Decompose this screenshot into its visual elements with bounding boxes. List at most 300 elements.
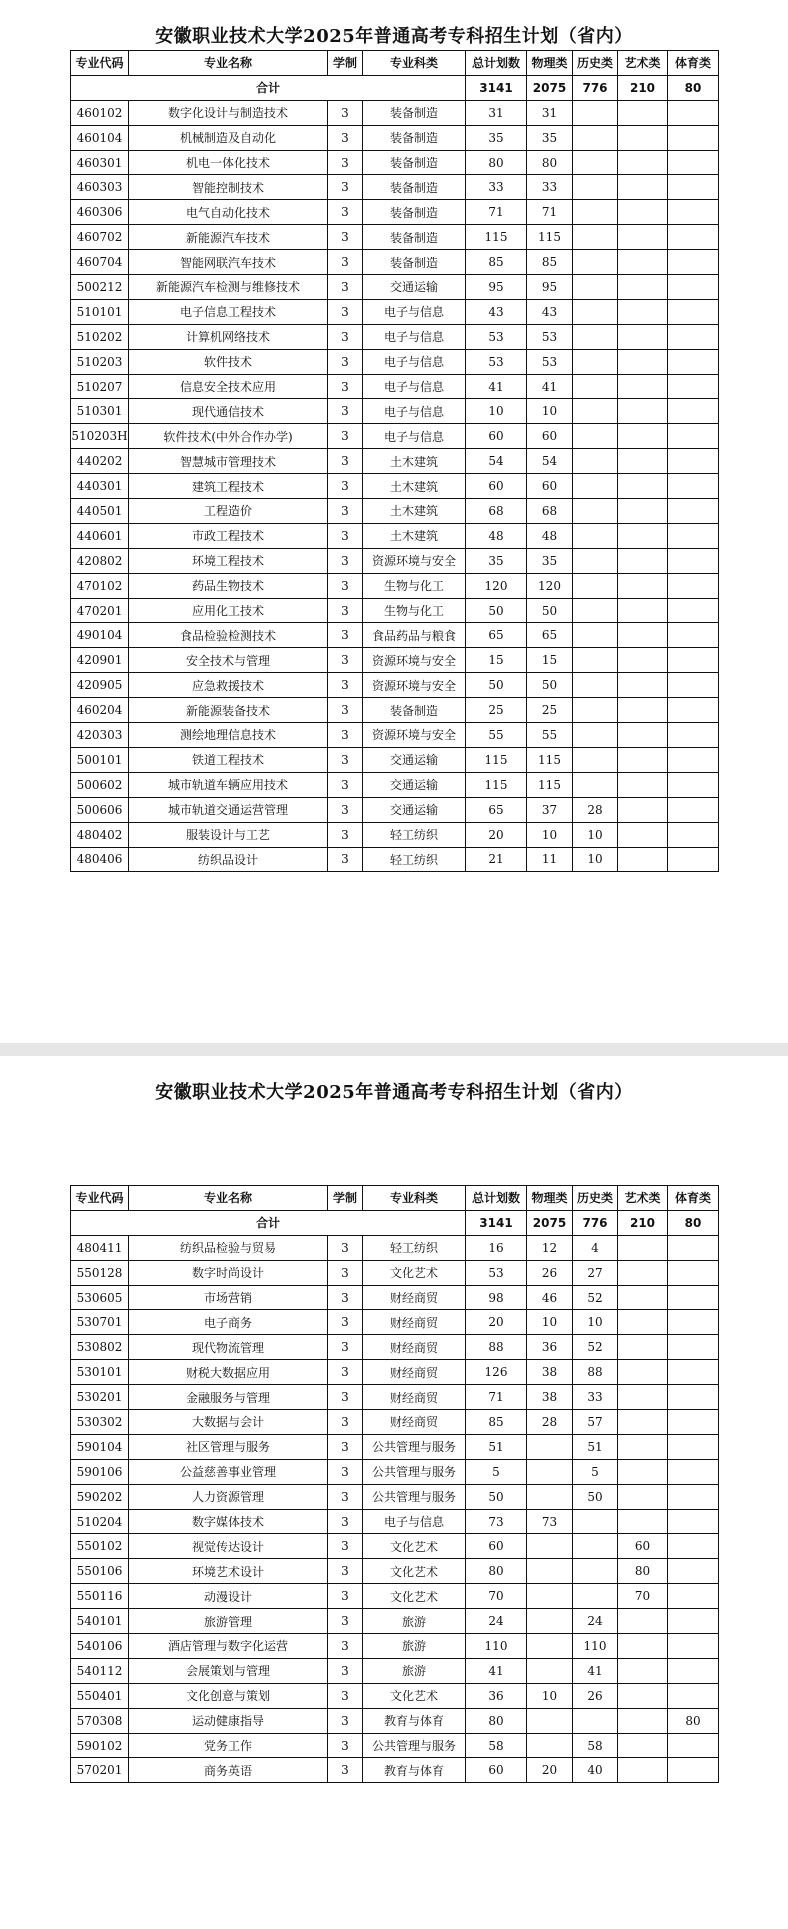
plan-history-cell [573, 275, 618, 300]
major-category-cell: 土木建筑 [363, 474, 466, 499]
header-cell: 学制 [328, 51, 363, 76]
plan-history-cell [573, 1708, 618, 1733]
major-code-cell: 440601 [71, 523, 129, 548]
duration-cell: 3 [328, 275, 363, 300]
table-row [71, 772, 719, 797]
major-name-cell: 电气自动化技术 [129, 200, 328, 225]
duration-cell: 3 [328, 573, 363, 598]
plan-physics-cell: 10 [527, 1683, 573, 1708]
plan-art-cell [618, 772, 668, 797]
major-name-cell: 智能控制技术 [129, 175, 328, 200]
major-category-cell: 轻工纺织 [363, 1235, 466, 1260]
duration-cell: 3 [328, 250, 363, 275]
table-row [71, 847, 719, 872]
plan-art-cell [618, 1609, 668, 1634]
plan-history-cell [573, 723, 618, 748]
duration-cell: 3 [328, 548, 363, 573]
major-code-cell: 460102 [71, 100, 129, 125]
major-category-cell: 装备制造 [363, 150, 466, 175]
header-cell: 物理类 [527, 1186, 573, 1211]
table-row [71, 1434, 719, 1459]
plan-history-cell: 110 [573, 1634, 618, 1659]
duration-cell: 3 [328, 747, 363, 772]
plan-total-cell: 60 [466, 1534, 527, 1559]
major-name-cell: 智慧城市管理技术 [129, 449, 328, 474]
plan-history-cell: 10 [573, 847, 618, 872]
header-cell: 总计划数 [466, 51, 527, 76]
duration-cell: 3 [328, 1385, 363, 1410]
plan-art-cell [618, 299, 668, 324]
plan-physics-cell: 26 [527, 1260, 573, 1285]
table-row [71, 1310, 719, 1335]
plan-physics-cell: 20 [527, 1758, 573, 1783]
duration-cell: 3 [328, 175, 363, 200]
plan-sports-cell [668, 1484, 719, 1509]
header-cell: 艺术类 [618, 51, 668, 76]
plan-total-cell: 80 [466, 1559, 527, 1584]
duration-cell: 3 [328, 1285, 363, 1310]
plan-physics-cell: 120 [527, 573, 573, 598]
plan-art-cell [618, 324, 668, 349]
table-row [71, 1385, 719, 1410]
duration-cell: 3 [328, 847, 363, 872]
plan-sports-cell [668, 1335, 719, 1360]
plan-history-cell: 52 [573, 1285, 618, 1310]
plan-art-cell [618, 598, 668, 623]
header-cell: 艺术类 [618, 1186, 668, 1211]
table-row [71, 125, 719, 150]
major-category-cell: 旅游 [363, 1658, 466, 1683]
total-sports: 80 [668, 75, 719, 100]
plan-physics-cell [527, 1484, 573, 1509]
plan-sports-cell [668, 548, 719, 573]
plan-sports-cell [668, 1634, 719, 1659]
plan-history-cell [573, 374, 618, 399]
plan-sports-cell [668, 349, 719, 374]
plan-art-cell [618, 399, 668, 424]
major-category-cell: 土木建筑 [363, 523, 466, 548]
major-code-cell: 500606 [71, 797, 129, 822]
duration-cell: 3 [328, 1335, 363, 1360]
plan-physics-cell: 50 [527, 598, 573, 623]
major-code-cell: 550106 [71, 1559, 129, 1584]
plan-total-cell: 25 [466, 698, 527, 723]
major-name-cell: 电子商务 [129, 1310, 328, 1335]
duration-cell: 3 [328, 349, 363, 374]
major-code-cell: 510203 [71, 349, 129, 374]
plan-history-cell [573, 573, 618, 598]
header-cell: 历史类 [573, 1186, 618, 1211]
plan-total-cell: 50 [466, 1484, 527, 1509]
major-code-cell: 590202 [71, 1484, 129, 1509]
plan-total-cell: 85 [466, 1410, 527, 1435]
major-name-cell: 药品生物技术 [129, 573, 328, 598]
plan-sports-cell [668, 299, 719, 324]
table-row [71, 1758, 719, 1783]
duration-cell: 3 [328, 399, 363, 424]
plan-history-cell [573, 150, 618, 175]
plan-art-cell [618, 1459, 668, 1484]
plan-sports-cell [668, 1658, 719, 1683]
major-category-cell: 土木建筑 [363, 449, 466, 474]
plan-history-cell [573, 299, 618, 324]
duration-cell: 3 [328, 822, 363, 847]
major-name-cell: 动漫设计 [129, 1584, 328, 1609]
table-row [71, 1459, 719, 1484]
major-code-cell: 550128 [71, 1260, 129, 1285]
header-cell: 专业名称 [129, 1186, 328, 1211]
major-name-cell: 现代物流管理 [129, 1335, 328, 1360]
duration-cell: 3 [328, 1708, 363, 1733]
plan-sports-cell [668, 399, 719, 424]
duration-cell: 3 [328, 1758, 363, 1783]
plan-sports-cell [668, 499, 719, 524]
major-code-cell: 500101 [71, 747, 129, 772]
major-category-cell: 电子与信息 [363, 349, 466, 374]
plan-history-cell: 52 [573, 1335, 618, 1360]
table-row [71, 399, 719, 424]
table-row [71, 1609, 719, 1634]
plan-sports-cell [668, 175, 719, 200]
major-name-cell: 纺织品设计 [129, 847, 328, 872]
plan-sports-cell [668, 250, 719, 275]
duration-cell: 3 [328, 374, 363, 399]
plan-total-cell: 110 [466, 1634, 527, 1659]
plan-sports-cell [668, 1534, 719, 1559]
plan-history-cell [573, 399, 618, 424]
plan-history-cell [573, 349, 618, 374]
major-name-cell: 工程造价 [129, 499, 328, 524]
plan-total-cell: 41 [466, 1658, 527, 1683]
plan-sports-cell [668, 1285, 719, 1310]
major-name-cell: 信息安全技术应用 [129, 374, 328, 399]
major-category-cell: 公共管理与服务 [363, 1733, 466, 1758]
plan-total-cell: 53 [466, 324, 527, 349]
table-row [71, 598, 719, 623]
major-code-cell: 530101 [71, 1360, 129, 1385]
major-code-cell: 590102 [71, 1733, 129, 1758]
plan-sports-cell [668, 1733, 719, 1758]
plan-total-cell: 126 [466, 1360, 527, 1385]
plan-total-cell: 55 [466, 723, 527, 748]
major-code-cell: 420905 [71, 673, 129, 698]
major-category-cell: 教育与体育 [363, 1708, 466, 1733]
major-category-cell: 文化艺术 [363, 1260, 466, 1285]
plan-sports-cell [668, 1459, 719, 1484]
table-row [71, 225, 719, 250]
plan-history-cell [573, 324, 618, 349]
plan-sports-cell [668, 1758, 719, 1783]
major-category-cell: 装备制造 [363, 125, 466, 150]
plan-history-cell: 4 [573, 1235, 618, 1260]
duration-cell: 3 [328, 1459, 363, 1484]
major-name-cell: 安全技术与管理 [129, 648, 328, 673]
plan-art-cell: 60 [618, 1534, 668, 1559]
plan-sports-cell [668, 1310, 719, 1335]
plan-total-cell: 115 [466, 772, 527, 797]
plan-history-cell: 10 [573, 822, 618, 847]
duration-cell: 3 [328, 523, 363, 548]
major-code-cell: 590104 [71, 1434, 129, 1459]
major-code-cell: 530201 [71, 1385, 129, 1410]
major-category-cell: 装备制造 [363, 225, 466, 250]
plan-history-cell [573, 1509, 618, 1534]
plan-art-cell [618, 1683, 668, 1708]
plan-art-cell [618, 797, 668, 822]
major-code-cell: 460704 [71, 250, 129, 275]
major-name-cell: 软件技术(中外合作办学) [129, 424, 328, 449]
duration-cell: 3 [328, 100, 363, 125]
major-code-cell: 510203H [71, 424, 129, 449]
plan-art-cell [618, 1360, 668, 1385]
major-name-cell: 大数据与会计 [129, 1410, 328, 1435]
major-category-cell: 财经商贸 [363, 1310, 466, 1335]
major-name-cell: 新能源汽车技术 [129, 225, 328, 250]
plan-art-cell [618, 1434, 668, 1459]
plan-physics-cell: 31 [527, 100, 573, 125]
duration-cell: 3 [328, 1683, 363, 1708]
major-name-cell: 机电一体化技术 [129, 150, 328, 175]
plan-total-cell: 60 [466, 424, 527, 449]
major-code-cell: 510204 [71, 1509, 129, 1534]
plan-sports-cell [668, 847, 719, 872]
major-category-cell: 电子与信息 [363, 299, 466, 324]
plan-physics-cell: 12 [527, 1235, 573, 1260]
plan-physics-cell: 55 [527, 723, 573, 748]
plan-art-cell [618, 673, 668, 698]
plan-sports-cell [668, 1559, 719, 1584]
table-row [71, 1509, 719, 1534]
major-category-cell: 文化艺术 [363, 1559, 466, 1584]
major-category-cell: 土木建筑 [363, 499, 466, 524]
plan-art-cell [618, 1733, 668, 1758]
plan-history-cell: 57 [573, 1410, 618, 1435]
major-name-cell: 旅游管理 [129, 1609, 328, 1634]
plan-sports-cell [668, 1683, 719, 1708]
table-row [71, 150, 719, 175]
plan-total-cell: 85 [466, 250, 527, 275]
plan-physics-cell [527, 1434, 573, 1459]
plan-physics-cell: 10 [527, 399, 573, 424]
header-cell: 体育类 [668, 51, 719, 76]
header-cell: 物理类 [527, 51, 573, 76]
total-label: 合计 [71, 1210, 466, 1235]
plan-art-cell [618, 424, 668, 449]
table-row [71, 747, 719, 772]
total-plan: 3141 [466, 1210, 527, 1235]
major-category-cell: 教育与体育 [363, 1758, 466, 1783]
plan-physics-cell: 46 [527, 1285, 573, 1310]
enrollment-plan-table [70, 1185, 719, 1783]
duration-cell: 3 [328, 200, 363, 225]
plan-physics-cell: 35 [527, 125, 573, 150]
plan-total-cell: 80 [466, 150, 527, 175]
plan-total-cell: 51 [466, 1434, 527, 1459]
plan-sports-cell [668, 772, 719, 797]
plan-total-cell: 50 [466, 673, 527, 698]
duration-cell: 3 [328, 623, 363, 648]
table-row [71, 175, 719, 200]
plan-physics-cell [527, 1658, 573, 1683]
plan-sports-cell [668, 822, 719, 847]
plan-sports-cell [668, 1260, 719, 1285]
table-header-row [71, 51, 719, 76]
major-name-cell: 电子信息工程技术 [129, 299, 328, 324]
plan-sports-cell [668, 275, 719, 300]
major-name-cell: 数字媒体技术 [129, 1509, 328, 1534]
plan-physics-cell: 50 [527, 673, 573, 698]
table-body [71, 100, 719, 872]
plan-art-cell [618, 1410, 668, 1435]
duration-cell: 3 [328, 1534, 363, 1559]
plan-total-cell: 15 [466, 648, 527, 673]
major-category-cell: 电子与信息 [363, 399, 466, 424]
major-code-cell: 530302 [71, 1410, 129, 1435]
table-row [71, 523, 719, 548]
plan-physics-cell: 41 [527, 374, 573, 399]
major-code-cell: 490104 [71, 623, 129, 648]
major-category-cell: 电子与信息 [363, 424, 466, 449]
page-separator [0, 1043, 788, 1056]
plan-art-cell [618, 1509, 668, 1534]
duration-cell: 3 [328, 299, 363, 324]
plan-physics-cell: 115 [527, 225, 573, 250]
major-name-cell: 数字时尚设计 [129, 1260, 328, 1285]
plan-total-cell: 54 [466, 449, 527, 474]
major-name-cell: 市政工程技术 [129, 523, 328, 548]
duration-cell: 3 [328, 449, 363, 474]
plan-sports-cell [668, 225, 719, 250]
plan-history-cell [573, 1534, 618, 1559]
plan-art-cell [618, 822, 668, 847]
major-code-cell: 550102 [71, 1534, 129, 1559]
plan-art-cell [618, 623, 668, 648]
major-category-cell: 轻工纺织 [363, 847, 466, 872]
major-name-cell: 计算机网络技术 [129, 324, 328, 349]
plan-art-cell [618, 449, 668, 474]
major-code-cell: 510202 [71, 324, 129, 349]
plan-history-cell [573, 523, 618, 548]
duration-cell: 3 [328, 1360, 363, 1385]
plan-sports-cell [668, 723, 719, 748]
plan-physics-cell [527, 1708, 573, 1733]
page-title: 安徽职业技术大学2025年普通高考专科招生计划（省内） [155, 1082, 633, 1103]
major-category-cell: 生物与化工 [363, 598, 466, 623]
major-code-cell: 460303 [71, 175, 129, 200]
page-title: 安徽职业技术大学2025年普通高考专科招生计划（省内） [155, 26, 633, 47]
plan-sports-cell [668, 125, 719, 150]
plan-art-cell [618, 499, 668, 524]
plan-physics-cell: 38 [527, 1360, 573, 1385]
plan-sports-cell [668, 1609, 719, 1634]
plan-physics-cell: 54 [527, 449, 573, 474]
plan-sports-cell [668, 424, 719, 449]
major-code-cell: 470201 [71, 598, 129, 623]
table-row [71, 449, 719, 474]
plan-art-cell: 70 [618, 1584, 668, 1609]
plan-sports-cell [668, 673, 719, 698]
major-name-cell: 视觉传达设计 [129, 1534, 328, 1559]
plan-history-cell [573, 225, 618, 250]
major-code-cell: 550401 [71, 1683, 129, 1708]
plan-sports-cell [668, 374, 719, 399]
plan-physics-cell: 85 [527, 250, 573, 275]
plan-art-cell [618, 275, 668, 300]
table-row [71, 250, 719, 275]
duration-cell: 3 [328, 1559, 363, 1584]
plan-sports-cell [668, 1385, 719, 1410]
plan-art-cell [618, 1260, 668, 1285]
major-code-cell: 570308 [71, 1708, 129, 1733]
plan-total-cell: 35 [466, 125, 527, 150]
major-category-cell: 电子与信息 [363, 324, 466, 349]
duration-cell: 3 [328, 1584, 363, 1609]
header-cell: 专业名称 [129, 51, 328, 76]
plan-art-cell: 80 [618, 1559, 668, 1584]
major-name-cell: 建筑工程技术 [129, 474, 328, 499]
major-category-cell: 资源环境与安全 [363, 648, 466, 673]
plan-art-cell [618, 125, 668, 150]
duration-cell: 3 [328, 424, 363, 449]
plan-history-cell: 27 [573, 1260, 618, 1285]
plan-history-cell: 10 [573, 1310, 618, 1335]
plan-art-cell [618, 474, 668, 499]
table-row [71, 623, 719, 648]
table-row [71, 1285, 719, 1310]
plan-physics-cell: 38 [527, 1385, 573, 1410]
major-category-cell: 装备制造 [363, 175, 466, 200]
major-name-cell: 环境工程技术 [129, 548, 328, 573]
plan-sports-cell [668, 623, 719, 648]
major-name-cell: 应用化工技术 [129, 598, 328, 623]
plan-total-cell: 88 [466, 1335, 527, 1360]
table-row [71, 1683, 719, 1708]
plan-art-cell [618, 698, 668, 723]
plan-history-cell [573, 598, 618, 623]
major-category-cell: 资源环境与安全 [363, 673, 466, 698]
plan-physics-cell [527, 1584, 573, 1609]
plan-history-cell [573, 648, 618, 673]
table-body [71, 1235, 719, 1783]
table-row [71, 673, 719, 698]
plan-art-cell [618, 847, 668, 872]
major-name-cell: 酒店管理与数字化运营 [129, 1634, 328, 1659]
plan-history-cell [573, 1559, 618, 1584]
table-row [71, 299, 719, 324]
major-category-cell: 交通运输 [363, 275, 466, 300]
plan-art-cell [618, 1634, 668, 1659]
major-category-cell: 财经商贸 [363, 1335, 466, 1360]
table-row [71, 275, 719, 300]
plan-art-cell [618, 523, 668, 548]
plan-art-cell [618, 548, 668, 573]
total-history: 776 [573, 1210, 618, 1235]
plan-sports-cell [668, 449, 719, 474]
major-category-cell: 食品药品与粮食 [363, 623, 466, 648]
table-row [71, 1584, 719, 1609]
table-row [71, 424, 719, 449]
plan-total-cell: 10 [466, 399, 527, 424]
major-category-cell: 公共管理与服务 [363, 1459, 466, 1484]
duration-cell: 3 [328, 1609, 363, 1634]
total-art: 210 [618, 1210, 668, 1235]
plan-history-cell [573, 200, 618, 225]
plan-art-cell [618, 1658, 668, 1683]
plan-history-cell [573, 499, 618, 524]
plan-history-cell [573, 673, 618, 698]
plan-art-cell [618, 573, 668, 598]
table-row [71, 1658, 719, 1683]
